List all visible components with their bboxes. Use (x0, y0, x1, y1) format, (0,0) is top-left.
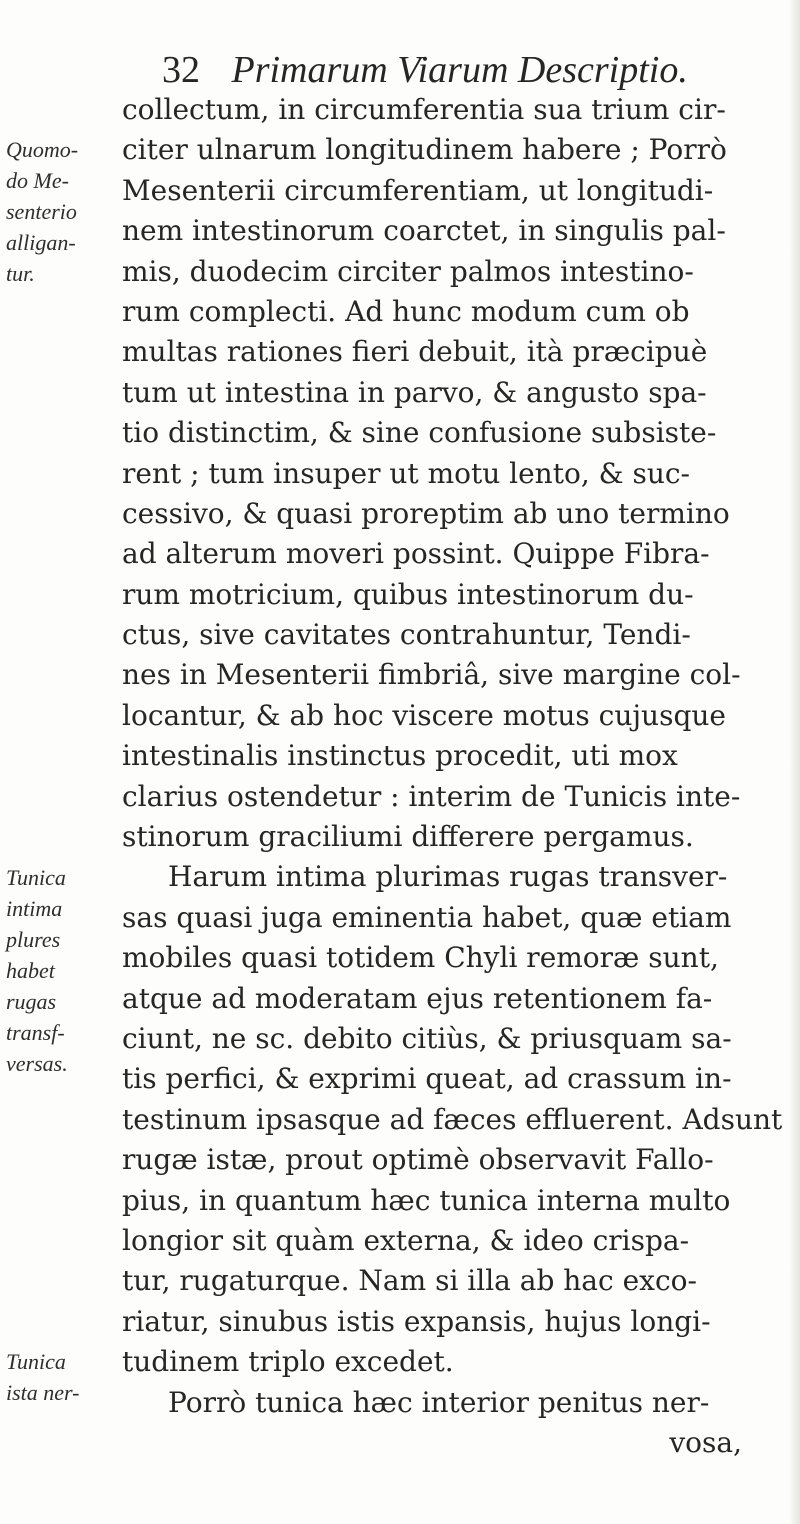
margin-note-line: Tunica (6, 864, 66, 890)
text-line: citer ulnarum longitudinem habere ; Porrò (122, 133, 727, 167)
text-line: mobiles quasi totidem Chyli remoræ sunt, (122, 941, 719, 975)
text-line: rum complecti. Ad hunc modum cum ob (122, 294, 690, 328)
text-line: Harum intima plurimas rugas transver- (168, 860, 728, 894)
text-line: multas rationes fieri debuit, ità præcipuè (122, 335, 708, 369)
margin-note-line: ista ner- (6, 1380, 80, 1406)
text-line: clarius ostendetur : interim de Tunicis inte- (122, 779, 741, 813)
margin-note-line: rugas (6, 988, 57, 1014)
margin-note-line: Quomo- (6, 137, 79, 163)
catchword-line: vosa, (669, 1425, 742, 1459)
page-header (162, 48, 722, 92)
margin-note-line: habet (6, 957, 55, 983)
text-line: sas quasi juga eminentia habet, quæ etiam (122, 900, 732, 934)
text-line: riatur, sinubus istis expansis, hujus longi- (122, 1304, 711, 1338)
margin-note-line: alligan- (6, 230, 76, 256)
page-edge-shadow (790, 0, 800, 1524)
text-line: atque ad moderatam ejus retentionem fa- (122, 981, 713, 1015)
text-line: collectum, in circumferentia sua trium cir- (122, 93, 726, 126)
margin-note-line: senterio (6, 199, 77, 225)
text-line: rent ; tum insuper ut motu lento, & suc- (122, 456, 690, 490)
text-line: Mesenterii circumferentiam, ut longitudi- (122, 173, 714, 207)
text-line: rugæ istæ, prout optimè observavit Fallo- (122, 1143, 714, 1177)
text-line: tudinem triplo excedet. (122, 1345, 454, 1379)
margin-note-line: transf- (6, 1019, 65, 1045)
text-line: nem intestinorum coarctet, in singulis pal- (122, 214, 726, 248)
margin-note-line: plures (6, 926, 61, 952)
text-line: ad alterum moveri possint. Quippe Fibra- (122, 537, 710, 571)
margin-note (6, 134, 116, 289)
running-title: Primarum Viarum Descriptio. (231, 49, 688, 91)
text-line: rum motricium, quibus intestinorum du- (122, 577, 694, 611)
text-line: ctus, sive cavitates contrahuntur, Tendi- (122, 618, 691, 652)
text-line: longior sit quàm externa, & ideo crispa- (122, 1223, 690, 1257)
text-line: nes in Mesenterii fimbriâ, sive margine col- (122, 658, 741, 692)
margin-note-line: intima (6, 895, 63, 921)
margin-note-line: Tunica (6, 1349, 66, 1375)
text-line: mis, duodecim circiter palmos intestino- (122, 254, 694, 288)
text-line: tum ut intestina in parvo, & angusto spa- (122, 375, 707, 409)
margin-note-line: versas. (6, 1050, 68, 1076)
margin-note (6, 1346, 116, 1408)
page-number: 32 (162, 49, 200, 91)
text-line: tio distinctim, & sine confusione subsiste- (122, 416, 717, 450)
text-line: ciunt, ne sc. debito citiùs, & priusquam sa- (122, 1021, 732, 1055)
text-line: Porrò tunica hæc interior penitus ner- (168, 1385, 710, 1419)
main-text-block (122, 90, 782, 1463)
text-line: testinum ipsasque ad fæces effluerent. Adsunt (122, 1102, 783, 1136)
text-line: stinorum graciliumi differere pergamus. (122, 820, 694, 854)
text-line: tur, rugaturque. Nam si illa ab hac exco- (122, 1264, 697, 1298)
text-line: tis perfici, & exprimi queat, ad crassum in- (122, 1062, 732, 1096)
margin-note-line: do Me- (6, 168, 69, 194)
text-line: pius, in quantum hæc tunica interna multo (122, 1183, 731, 1217)
text-line: locantur, & ab hoc viscere motus cujusque (122, 698, 726, 732)
text-line: intestinalis instinctus procedit, uti mox (122, 739, 678, 773)
margin-note (6, 862, 116, 1079)
margin-note-line: tur. (6, 261, 35, 287)
text-line: cessivo, & quasi proreptim ab uno termino (122, 496, 730, 530)
